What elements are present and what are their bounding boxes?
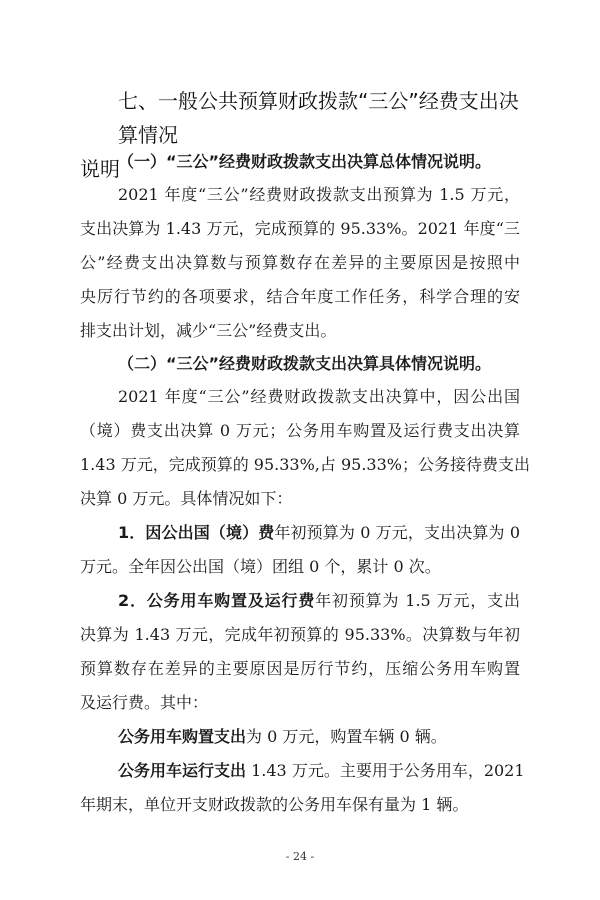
detail-line-2: （境）费支出决算 0 万元；公务用车购置及运行费支出决算 — [80, 421, 520, 440]
detail-line-3: 1.43 万元，完成预算的 95.33%,占 95.33%；公务接待费支出 — [80, 455, 530, 474]
purchase-line — [118, 727, 520, 747]
overall-subheading: （一）“三公”经费财政拨款支出决算总体情况说明。 — [118, 152, 492, 171]
detail-line-1: 2021 年度“三公”经费财政拨款支出决算中，因公出国 — [118, 387, 520, 406]
item1-line-2: 万元。全年因公出国（境）团组 0 个，累计 0 次。 — [80, 557, 441, 576]
section-heading-line2: 说明 — [80, 157, 120, 181]
overall-line-1: 2021 年度“三公”经费财政拨款支出预算为 1.5 万元， — [118, 185, 520, 204]
operation-line-1 — [118, 761, 525, 781]
purchase-label: 公务用车购置支出 — [118, 727, 247, 746]
item1-line1-rest: 年初预算为 0 万元，支出决算为 0 — [274, 523, 520, 542]
overall-line-4: 央厉行节约的各项要求，结合年度工作任务，科学合理的安 — [80, 287, 520, 306]
purchase-rest: 为 0 万元，购置车辆 0 辆。 — [246, 727, 447, 746]
item2-line-2: 决算为 1.43 万元，完成年初预算的 95.33%。决算数与年初 — [80, 625, 520, 644]
item2-line1-rest: 年初预算为 1.5 万元，支出 — [315, 591, 520, 610]
item1-label: 1．因公出国（境）费 — [118, 523, 275, 542]
overall-line-2: 支出决算为 1.43 万元，完成预算的 95.33%。2021 年度“三 — [80, 219, 520, 238]
item2-label: 2．公务用车购置及运行费 — [118, 591, 316, 610]
overall-line-3: 公”经费支出决算数与预算数存在差异的主要原因是按照中 — [80, 253, 520, 272]
item1-line-1 — [118, 523, 520, 543]
detail-subheading: （二）“三公”经费财政拨款支出决算具体情况说明。 — [118, 354, 492, 373]
operation-label: 公务用车运行支出 — [118, 761, 247, 780]
item2-line-1 — [118, 591, 520, 611]
operation-line1-rest: 1.43 万元。主要用于公务用车，2021 — [246, 761, 525, 780]
overall-line-5: 排支出计划，减少“三公”经费支出。 — [80, 321, 337, 340]
item2-line-4: 及运行费。其中： — [80, 693, 209, 712]
item2-line-3: 预算数存在差异的主要原因是厉行节约，压缩公务用车购置 — [80, 659, 520, 678]
page-number: - 24 - — [285, 850, 315, 863]
operation-line-2: 年期末，单位开支财政拨款的公务用车保有量为 1 辆。 — [80, 795, 469, 814]
detail-line-4: 决算 0 万元。具体情况如下： — [80, 489, 293, 508]
section-heading-line1: 七、一般公共预算财政拨款“三公”经费支出决算情况 — [118, 89, 519, 147]
